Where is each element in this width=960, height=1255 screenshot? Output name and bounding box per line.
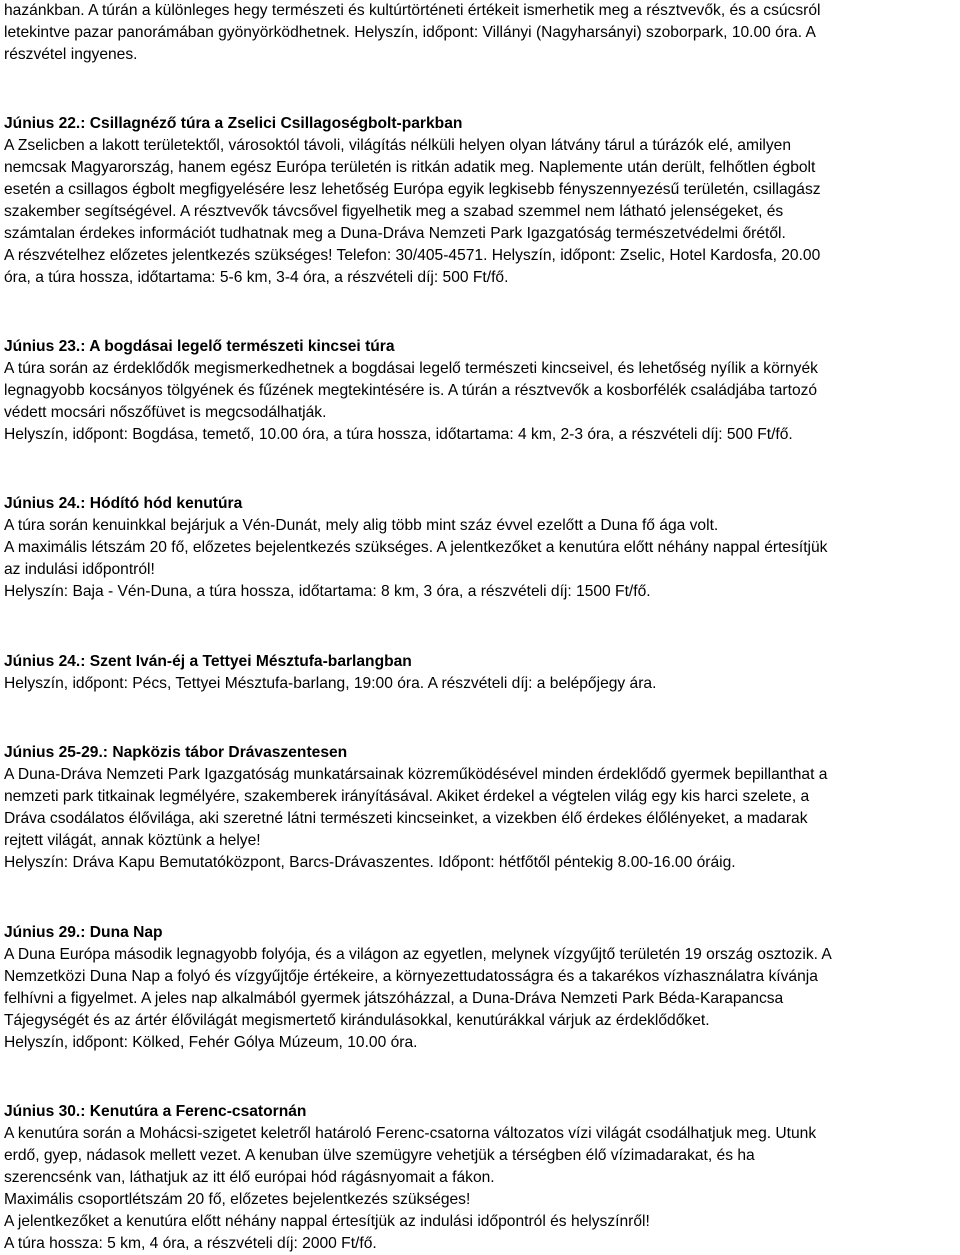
text-line: A részvételhez előzetes jelentkezés szükséges! Telefon: 30/405-4571. Helyszín, időpont: Zselic, Hotel Kardosfa, 20.00 [4, 247, 821, 264]
text-line: A túra során kenuinkkal bejárjuk a Vén-Dunát, mely alig több mint száz évvel ezelőtt a Duna fő ága volt. [4, 517, 719, 534]
text-line: Tájegységét és az ártér élővilágát megismertető kirándulásokkal, kenutúrákkal várjuk az érdeklődőket. [4, 1012, 710, 1029]
event-title: Június 25-29.: Napközis tábor Drávaszentesen [4, 744, 348, 761]
text-line: A Zselicben a lakott területektől, városoktól távoli, világítás nélküli helyen olyan látvány tárul a túrázók elé, amilyen [4, 137, 792, 154]
text-line: A jelentkezőket a kenutúra előtt néhány nappal értesítjük az indulási időpontról és helyszínről! [4, 1213, 650, 1230]
text-line: Helyszín: Baja - Vén-Duna, a túra hossza, időtartama: 8 km, 3 óra, a részvételi díj: 1500 Ft/fő. [4, 583, 651, 600]
text-line: A Duna-Dráva Nemzeti Park Igazgatóság munkatársainak közreműködésével minden érdeklődő gyermek bepillanthat a [4, 766, 828, 783]
text-line: nemzeti park titkainak legmélyére, szakemberek irányításával. Akiket érdekel a végtelen világ egy kis harci szelete, a [4, 788, 810, 805]
text-line: szakember segítségével. A résztvevők távcsővel figyelhetik meg a szabad szemmel nem látható jelenségeket, és [4, 203, 784, 220]
text-line: Helyszín: Dráva Kapu Bemutatóközpont, Barcs-Drávaszentes. Időpont: hétfőtől péntekig 8.00-16.00 óráig. [4, 854, 736, 871]
text-line: A Duna Európa második legnagyobb folyója, és a világon az egyetlen, melynek vízgyűjtő területén 19 ország osztozik. A [4, 946, 832, 963]
text-line: Dráva csodálatos élővilága, aki szeretné látni természeti kincseinket, a vizekben élő érdekes élőlényeket, a madarak [4, 810, 808, 827]
event-title: Június 30.: Kenutúra a Ferenc-csatornán [4, 1103, 307, 1120]
event-title: Június 23.: A bogdásai legelő természeti kincsei túra [4, 338, 395, 355]
text-line: Helyszín, időpont: Kölked, Fehér Gólya Múzeum, 10.00 óra. [4, 1034, 418, 1051]
event-title: Június 29.: Duna Nap [4, 924, 163, 941]
text-line: rejtett világát, annak köztünk a helye! [4, 832, 261, 849]
text-line: nemcsak Magyarország, hanem egész Európa területén is ritkán adatik meg. Naplemente után derült, felhőtlen égbolt [4, 159, 816, 176]
text-line: védett mocsári nőszőfüvet is megcsodálhatják. [4, 404, 327, 421]
text-line: hazánkban. A túrán a különleges hegy természeti és kultúrtörténeti értékeit ismerhetik meg a résztvevők, és a csúcsról [4, 2, 821, 19]
text-line: Helyszín, időpont: Bogdása, temető, 10.00 óra, a túra hossza, időtartama: 4 km, 2-3 óra, a részvételi díj: 500 Ft/fő. [4, 426, 793, 443]
text-line: legnagyobb kocsányos tölgyének és fűzének megtekintésére is. A túrán a résztvevők a kosborfélék családjába tartozó [4, 382, 818, 399]
event-title: Június 24.: Hódító hód kenutúra [4, 495, 243, 512]
text-line: erdő, gyep, nádasok mellett vezet. A kenuban ülve szemügyre vehetjük a térségben élő vízimadarakat, és ha [4, 1147, 755, 1164]
event-title: Június 24.: Szent Iván-éj a Tettyei Mésztufa-barlangban [4, 653, 412, 670]
text-line: A túra során az érdeklődők megismerkedhetnek a bogdásai legelő természeti kincseivel, és lehetőség nyílik a környék [4, 360, 818, 377]
text-line: Helyszín, időpont: Pécs, Tettyei Mésztufa-barlang, 19:00 óra. A részvételi díj: a belépőjegy ára. [4, 675, 657, 692]
text-line: felhívni a figyelmet. A jeles nap alkalmából gyermek játszóházzal, a Duna-Dráva Nemzeti Park Béda-Karapancsa [4, 990, 784, 1007]
event-title: Június 22.: Csillagnéző túra a Zselici Csillagoségbolt-parkban [4, 115, 463, 132]
text-line: A túra hossza: 5 km, 4 óra, a részvételi díj: 2000 Ft/fő. [4, 1235, 377, 1252]
text-line: számtalan érdekes információt tudhatnak meg a Duna-Dráva Nemzeti Park Igazgatóság természetvédelmi őrétől. [4, 225, 786, 242]
text-line: A maximális létszám 20 fő, előzetes bejelentkezés szükséges. A jelentkezőket a kenutúra előtt néhány nappal értesítjük [4, 539, 828, 556]
text-line: óra, a túra hossza, időtartama: 5-6 km, 3-4 óra, a részvételi díj: 500 Ft/fő. [4, 269, 509, 286]
text-line: részvétel ingyenes. [4, 46, 138, 63]
text-line: A kenutúra során a Mohácsi-szigetet keletről határoló Ferenc-csatorna változatos vízi világát csodálhatjuk meg. Utunk [4, 1125, 817, 1142]
text-line: letekintve pazar panorámában gyönyörködhetnek. Helyszín, időpont: Villányi (Nagyharsányi) szoborpark, 10.00 óra. A [4, 24, 816, 41]
text-line: az indulási időpontról! [4, 561, 155, 578]
text-line: szerencsénk van, láthatjuk az itt élő európai hód rágásnyomait a fákon. [4, 1169, 495, 1186]
text-line: Maximális csoportlétszám 20 fő, előzetes bejelentkezés szükséges! [4, 1191, 471, 1208]
text-line: esetén a csillagos égbolt megfigyelésére lesz lehetőség Európa egyik legkisebb fényszennyezésű területén, csillagász [4, 181, 821, 198]
text-line: Nemzetközi Duna Nap a folyó és vízgyűjtője értékeire, a környezettudatosságra és a takarékos vízhasználatra kívánja [4, 968, 818, 985]
